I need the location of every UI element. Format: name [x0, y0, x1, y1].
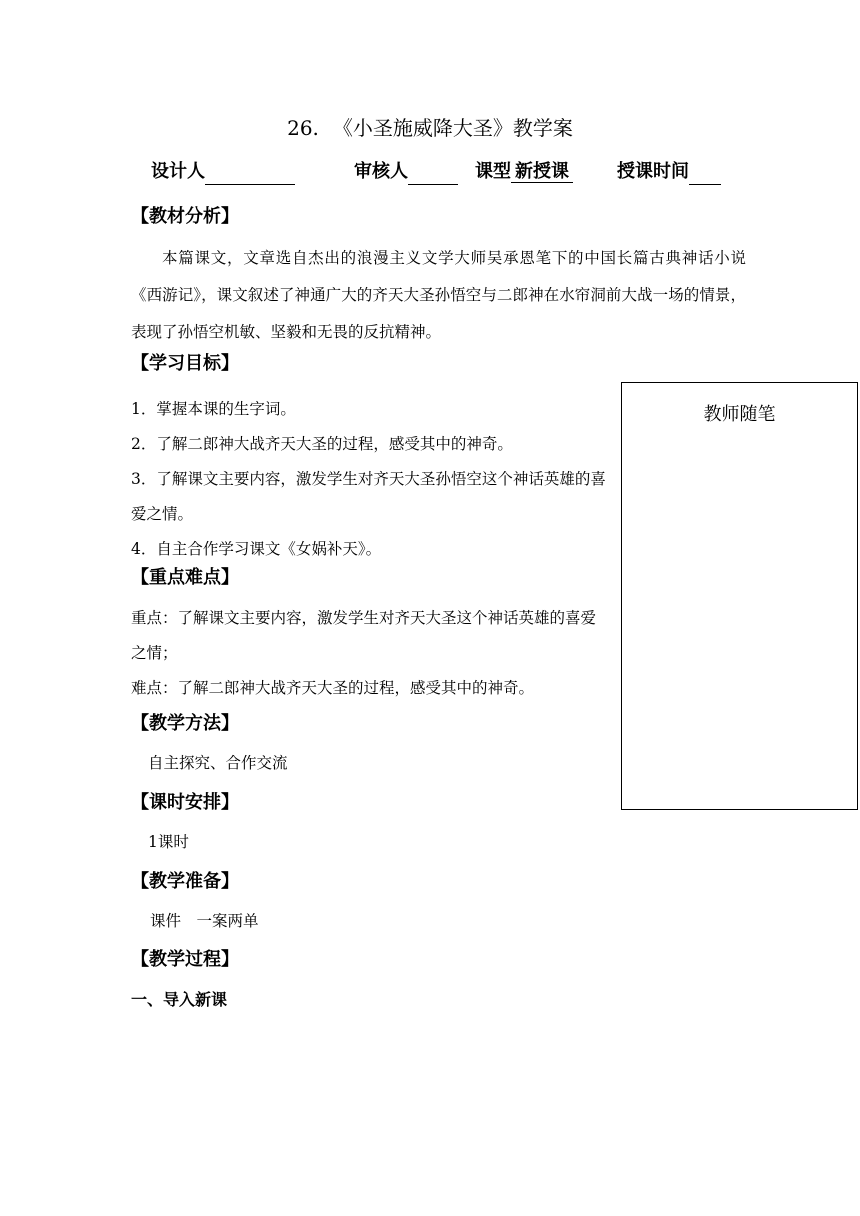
lesson-time-field: [617, 159, 721, 185]
teacher-notes-box: [621, 382, 858, 810]
schedule-heading: 【课时安排】: [131, 792, 239, 813]
document-title: [0, 114, 860, 142]
keypoints-block: [131, 601, 609, 706]
prep-text: 课件 一案两单: [150, 912, 259, 930]
teacher-notes-title: 教师随笔: [703, 404, 776, 425]
goals-list: [131, 392, 609, 567]
keypoints-heading: 【重点难点】: [131, 567, 239, 588]
process-subheading: 一、导入新课: [131, 990, 228, 1009]
lesson-type-label: 课型: [475, 161, 511, 182]
reviewer-field: [354, 159, 458, 185]
title-number: 26.: [287, 116, 319, 140]
goals-heading: 【学习目标】: [131, 353, 239, 374]
lesson-time-blank: [689, 164, 721, 185]
keypoint-focus: 重点：了解课文主要内容，激发学生对齐天大圣这个神话英雄的喜爱之情；: [131, 609, 597, 662]
keypoint-difficulty: 难点：了解二郎神大战齐天大圣的过程，感受其中的神奇。: [131, 679, 535, 697]
goal-item: 2．了解二郎神大战齐天大圣的过程，感受其中的神奇。: [131, 435, 513, 453]
lesson-type-field: [475, 159, 573, 185]
prep-heading: 【教学准备】: [131, 871, 239, 892]
reviewer-label: 审核人: [354, 161, 408, 182]
designer-field: [151, 159, 295, 185]
designer-label: 设计人: [151, 161, 205, 182]
goal-item: 3．了解课文主要内容，激发学生对齐天大圣孙悟空这个神话英雄的喜爱之情。: [131, 470, 606, 523]
analysis-text: 本篇课文，文章选自杰出的浪漫主义文学大师吴承恩笔下的中国长篇古典神话小说《西游记》，课文叙述了神通广大的齐天大圣孙悟空与二郎神在水帘洞前大战一场的情景，表现了孙悟空机敏、坚毅和无畏的反抗精神。: [131, 249, 746, 341]
goal-item: 1．掌握本课的生字词。: [131, 400, 296, 418]
goal-item: 4．自主合作学习课文《女娲补天》。: [131, 540, 382, 558]
lesson-time-label: 授课时间: [617, 161, 689, 182]
reviewer-blank: [408, 164, 458, 185]
lesson-type-value: 新授课: [511, 161, 573, 183]
analysis-heading: 【教材分析】: [131, 206, 239, 227]
method-heading: 【教学方法】: [131, 713, 239, 734]
process-heading: 【教学过程】: [131, 949, 239, 970]
designer-blank: [205, 164, 295, 185]
method-text: 自主探究、合作交流: [148, 754, 288, 772]
schedule-text: 1课时: [148, 833, 189, 851]
title-text: 《小圣施威降大圣》教学案: [332, 116, 573, 140]
